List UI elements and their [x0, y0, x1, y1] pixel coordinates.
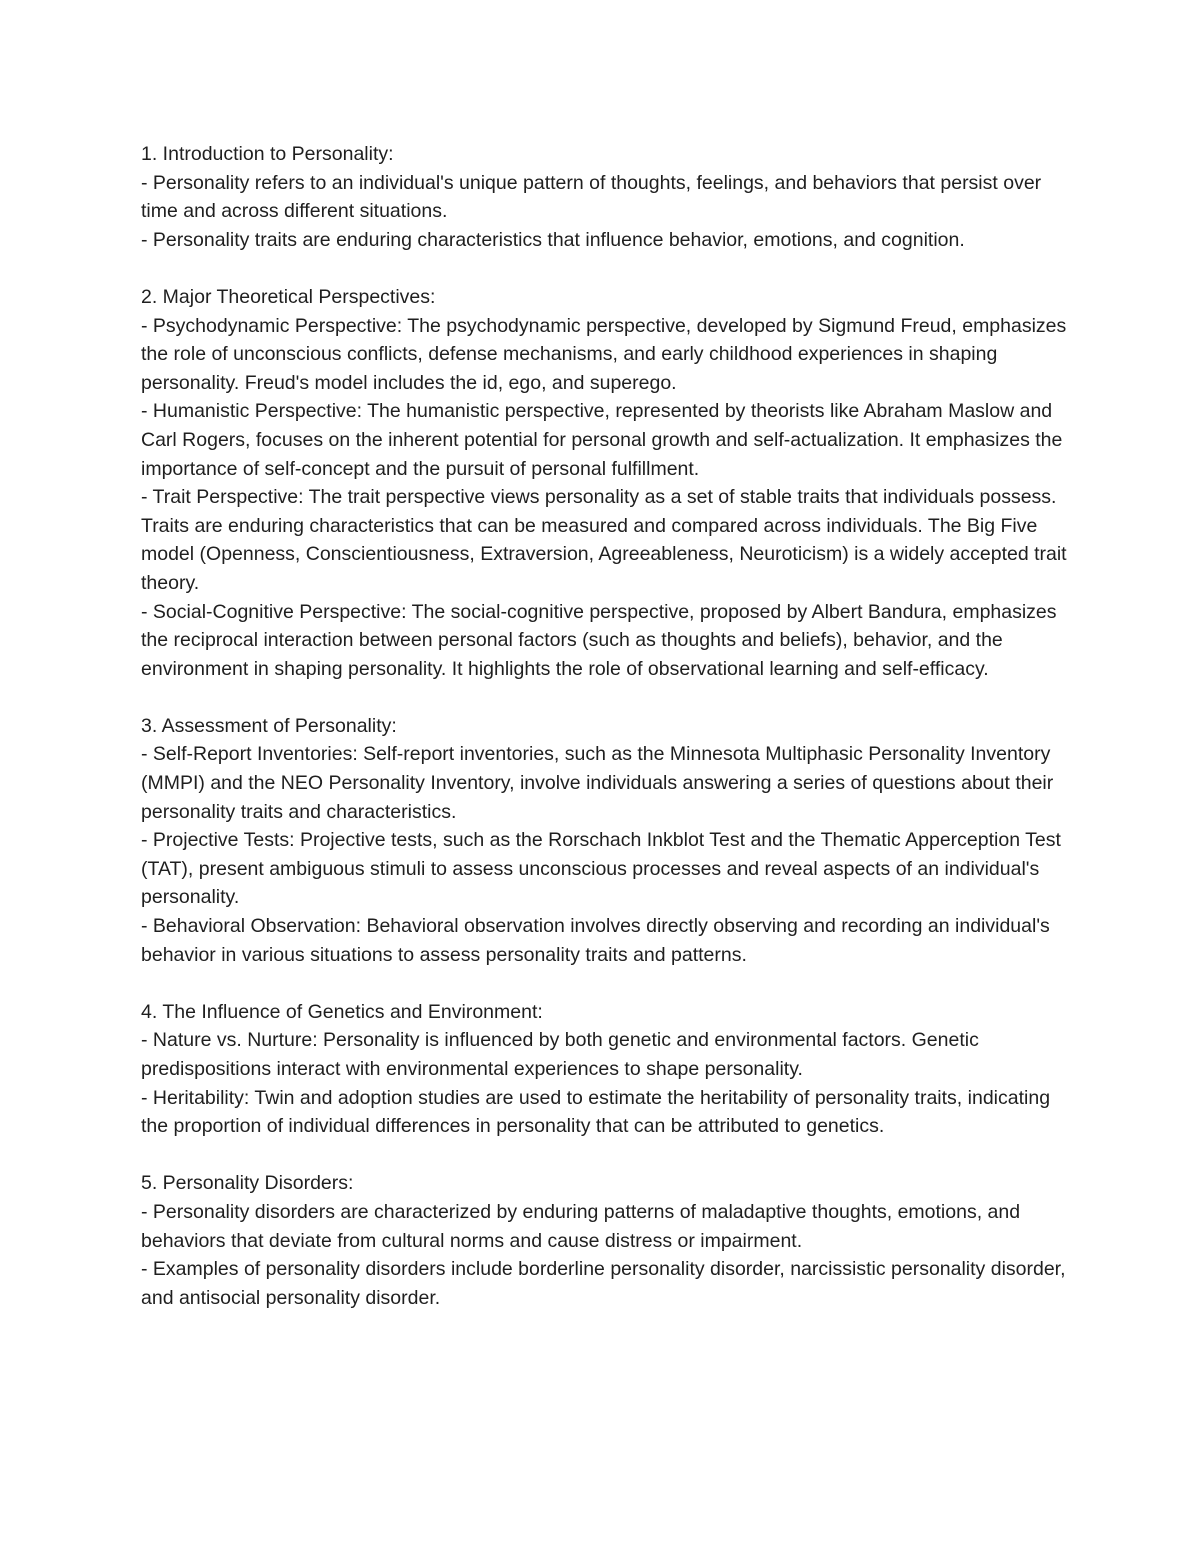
- section-heading: 2. Major Theoretical Perspectives:: [141, 285, 436, 308]
- bullet-item: - Examples of personality disorders include borderline personality disorder, narcissistic personality disorder, and antisocial personality disorder.: [141, 1258, 1066, 1309]
- section-heading: 1. Introduction to Personality:: [141, 143, 394, 165]
- bullet-item: - Self-Report Inventories: Self-report inventories, such as the Minnesota Multiphasic Personality Inventory (MMPI) and the NEO Personality Inventory, involve individuals answering a series of questions about their personality traits and characteristics.: [141, 743, 1054, 823]
- bullet-item: - Trait Perspective: The trait perspective views personality as a set of stable traits that individuals possess. Traits are enduring characteristics that can be measured and compared across individuals. The Big Five model (Openness, Conscientiousness, Extraversion, Agreeableness, Neuroticism) is a widely accepted trait theory.: [141, 486, 1067, 594]
- section-heading: 5. Personality Disorders:: [141, 1172, 354, 1195]
- bullet-item: - Social-Cognitive Perspective: The social-cognitive perspective, proposed by Albert Bandura, emphasizes the reciprocal interaction between personal factors (such as thoughts and beliefs), behavior, and the environment in shaping personality. It highlights the role of observational learning and self-efficacy.: [141, 600, 1057, 680]
- section-theoretical-perspectives: [141, 283, 1071, 683]
- section-genetics-environment: [141, 998, 1071, 1141]
- bullet-item: - Behavioral Observation: Behavioral observation involves directly observing and recording an individual's behavior in various situations to assess personality traits and patterns.: [141, 915, 1050, 966]
- bullet-item: - Psychodynamic Perspective: The psychodynamic perspective, developed by Sigmund Freud, emphasizes the role of unconscious conflicts, defense mechanisms, and early childhood experiences in shaping personality. Freud's model includes the id, ego, and superego.: [141, 314, 1067, 394]
- bullet-item: - Heritability: Twin and adoption studies are used to estimate the heritability of personality traits, indicating the proportion of individual differences in personality that can be attributed to genetics.: [141, 1086, 1051, 1138]
- section-heading: 3. Assessment of Personality:: [141, 714, 397, 737]
- bullet-item: - Personality refers to an individual's unique pattern of thoughts, feelings, and behaviors that persist over time and across different situations.: [141, 171, 1042, 223]
- bullet-item: - Personality traits are enduring characteristics that influence behavior, emotions, and cognition.: [141, 228, 965, 251]
- bullet-item: - Humanistic Perspective: The humanistic perspective, represented by theorists like Abraham Maslow and Carl Rogers, focuses on the inherent potential for personal growth and self-actualization. It emphasizes the importance of self-concept and the pursuit of personal fulfillment.: [141, 400, 1063, 480]
- bullet-item: - Nature vs. Nurture: Personality is influenced by both genetic and environmental factors. Genetic predispositions interact with environmental experiences to shape personality.: [141, 1029, 979, 1080]
- section-introduction: [141, 140, 1071, 254]
- bullet-item: - Projective Tests: Projective tests, such as the Rorschach Inkblot Test and the Thematic Apperception Test (TAT), present ambiguous stimuli to assess unconscious processes and reveal aspects of an individual's personality.: [141, 829, 1061, 909]
- section-assessment: [141, 712, 1071, 969]
- section-heading: 4. The Influence of Genetics and Environment:: [141, 1000, 543, 1023]
- section-personality-disorders: [141, 1169, 1071, 1312]
- bullet-item: - Personality disorders are characterized by enduring patterns of maladaptive thoughts, emotions, and behaviors that deviate from cultural norms and cause distress or impairment.: [141, 1200, 1021, 1252]
- document-body: [141, 140, 1071, 1312]
